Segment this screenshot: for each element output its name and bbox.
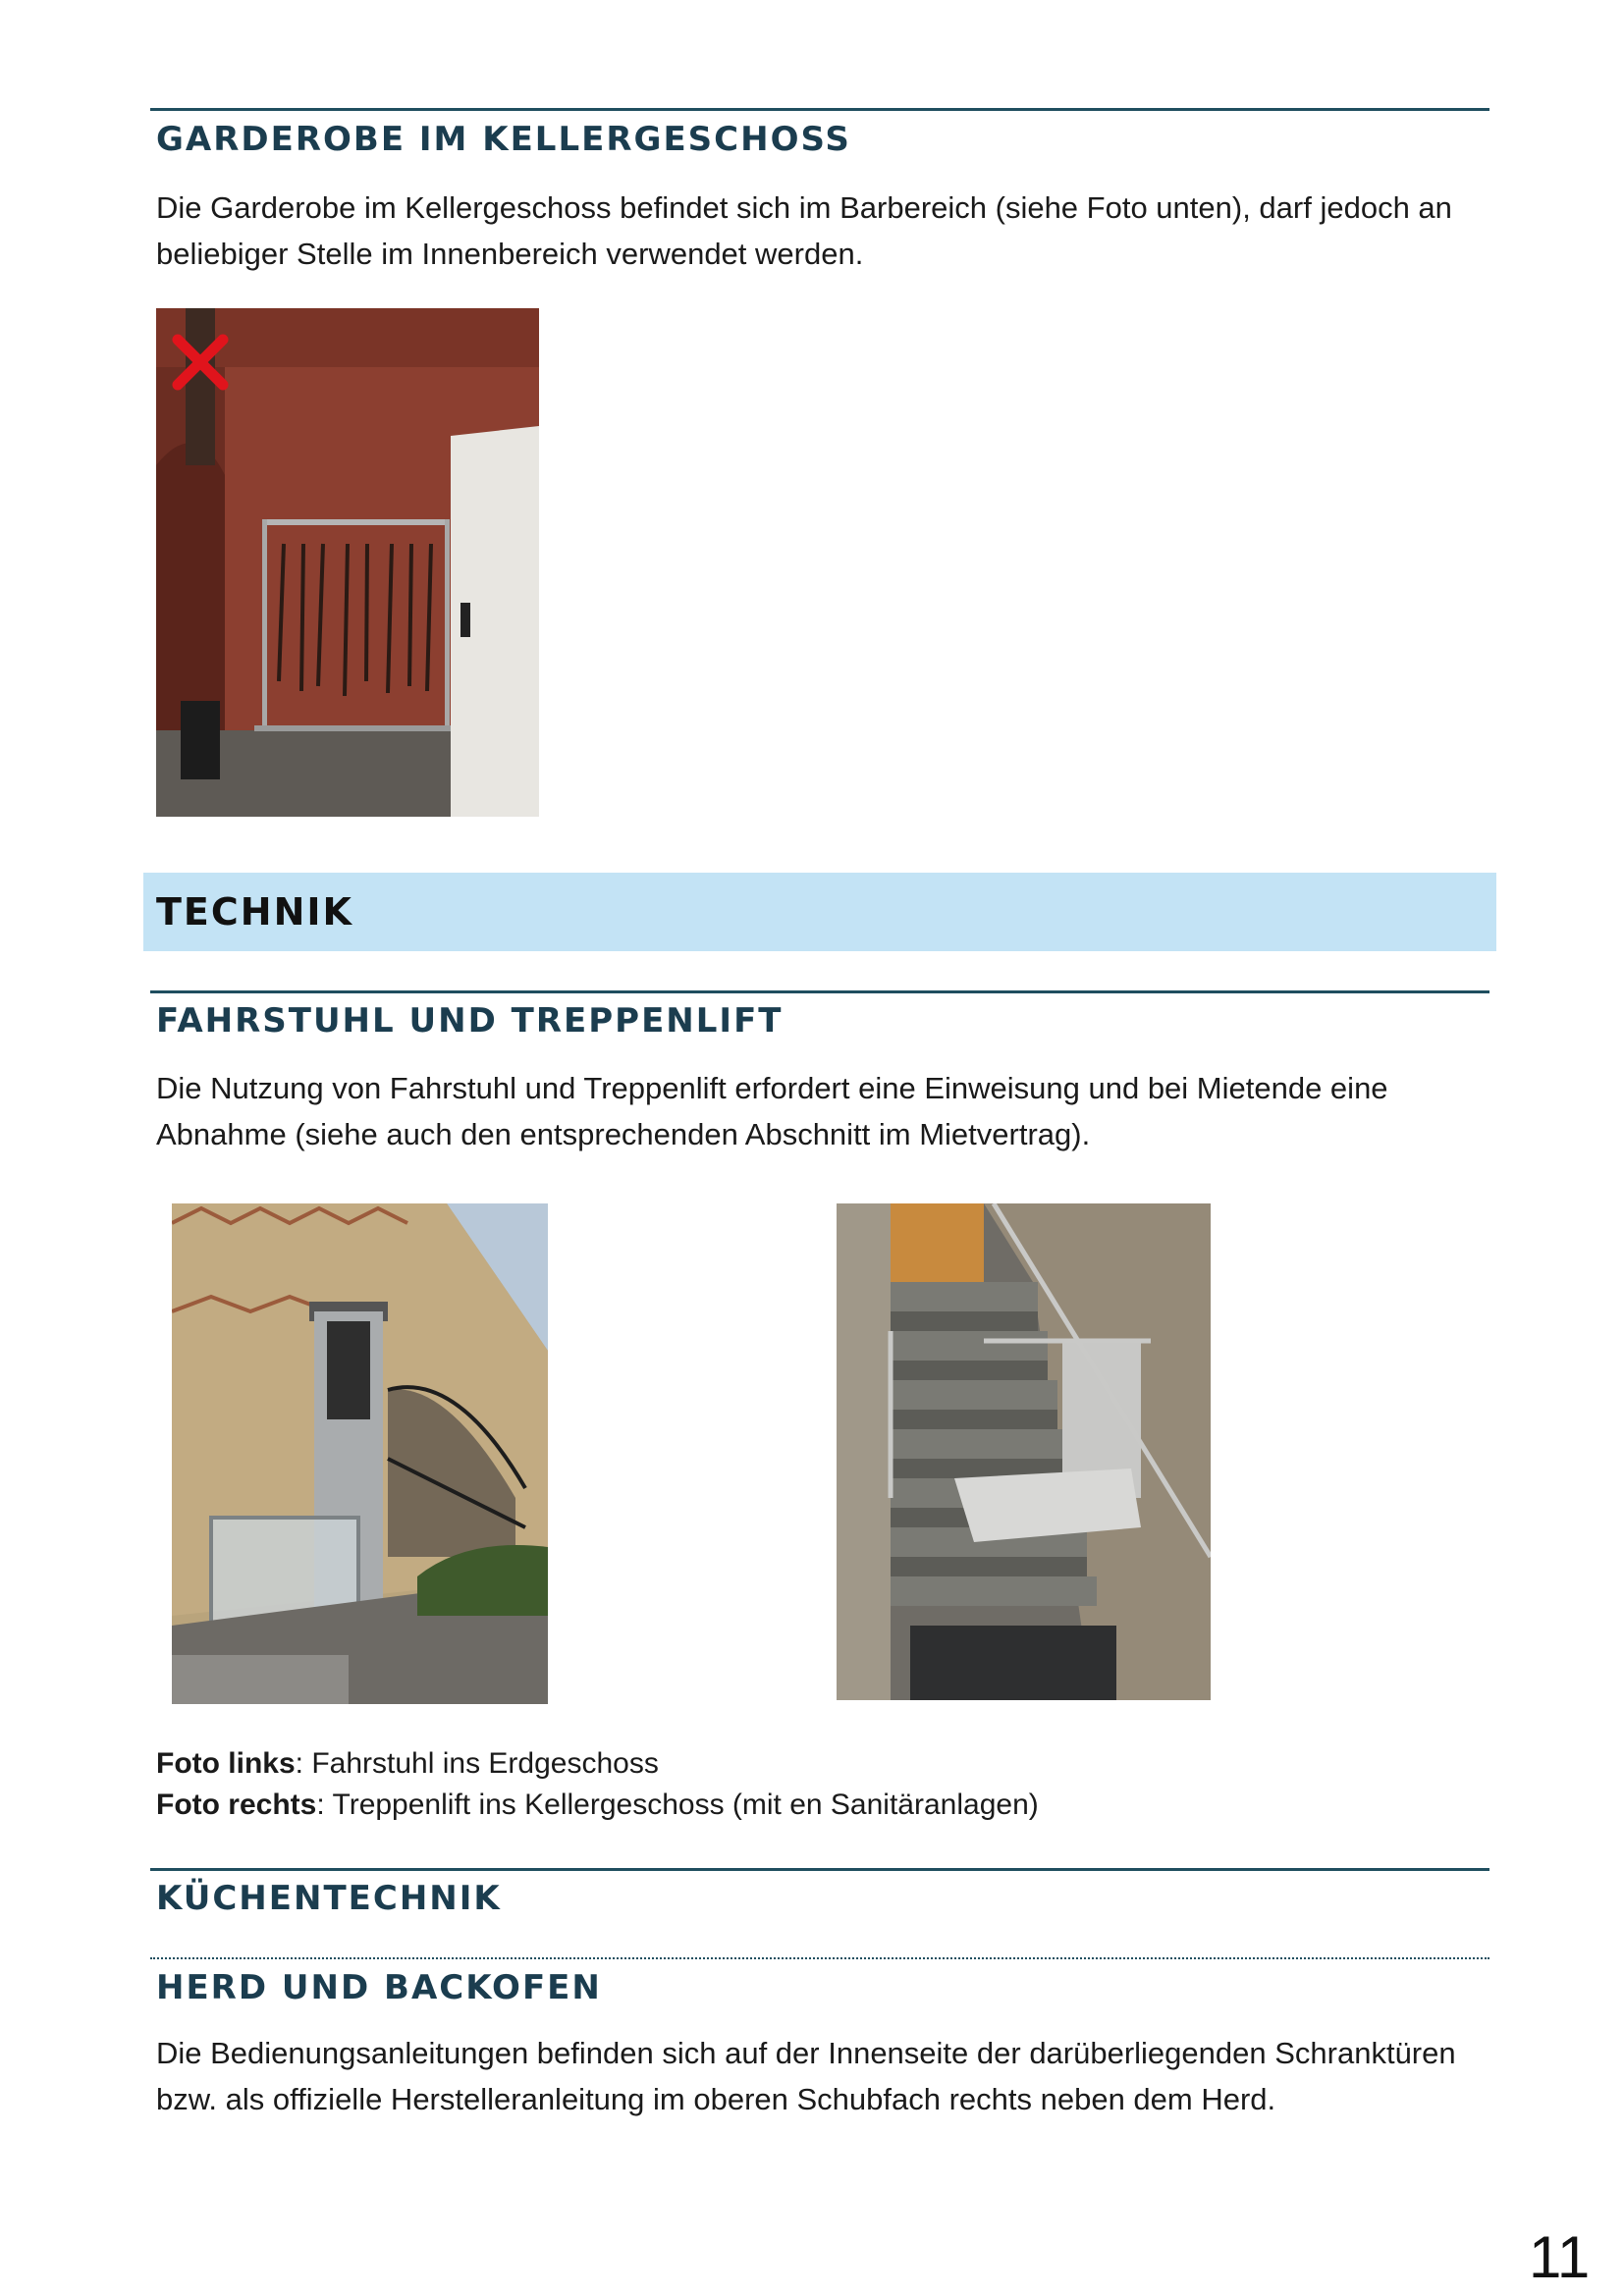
caption-right-text: : Treppenlift ins Kellergeschoss (mit en Sanitäranlagen): [316, 1789, 1039, 1821]
heading-technik: TECHNIK: [156, 890, 353, 934]
section-rule: [150, 108, 1489, 111]
caption-left-text: : Fahrstuhl ins Erdgeschoss: [295, 1747, 659, 1780]
heading-fahrstuhl: FAHRSTUHL UND TREPPENLIFT: [156, 1001, 784, 1041]
section-band-technik: [143, 873, 1496, 951]
heading-kuechentechnik: KÜCHENTECHNIK: [156, 1879, 502, 1918]
heading-herd: HERD UND BACKOFEN: [156, 1968, 602, 2007]
photo-fahrstuhl: [172, 1203, 548, 1704]
caption-right: [156, 1785, 1039, 1826]
photo-garderobe: [156, 308, 539, 817]
heading-garderobe: GARDEROBE IM KELLERGESCHOSS: [156, 120, 851, 159]
section-rule: [150, 990, 1489, 993]
section-rule: [150, 1868, 1489, 1871]
caption-left-label: Foto links: [156, 1747, 296, 1780]
photo-treppenlift: [837, 1203, 1211, 1700]
paragraph-garderobe: Die Garderobe im Kellergeschoss befindet sich im Barbereich (siehe Foto unten), darf jedoch an beliebiger Stelle im Innenbereich verwendet werden.: [156, 190, 1452, 271]
caption-right-label: Foto rechts: [156, 1789, 317, 1821]
paragraph-fahrstuhl: Die Nutzung von Fahrstuhl und Treppenlift erfordert eine Einweisung und bei Mietende eine Abnahme (siehe auch den entsprechenden Abschnitt im Mietvertrag).: [156, 1071, 1388, 1151]
paragraph-herd: Die Bedienungsanleitungen befinden sich auf der Innenseite der darüberliegenden Schranktüren bzw. als offizielle Herstelleranleitung im oberen Schubfach rechts neben dem Herd.: [156, 2036, 1456, 2116]
caption-left: [156, 1743, 659, 1785]
page-number: 11: [1529, 2224, 1591, 2290]
subsection-rule: [150, 1957, 1489, 1959]
